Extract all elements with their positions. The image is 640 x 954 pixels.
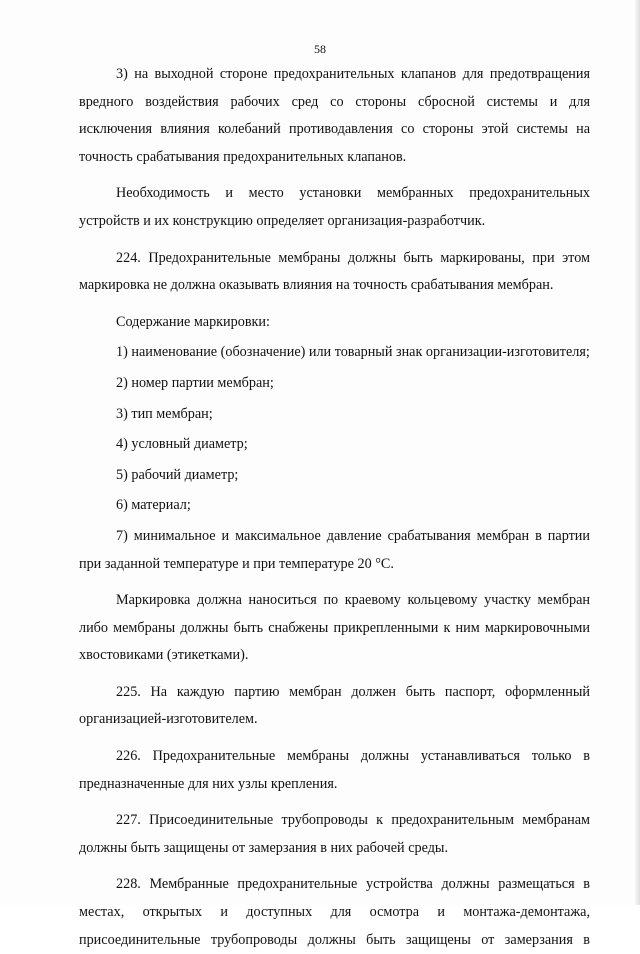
paragraph-marking-content-heading: Содержание маркировки: xyxy=(116,313,270,330)
list-item-nominal-diameter: 4) условный диаметр; xyxy=(116,436,248,453)
document-body xyxy=(79,61,590,954)
list-item-type: 3) тип мембран; xyxy=(116,405,213,422)
scan-edge-shadow xyxy=(634,0,640,905)
paragraph-226-mounting: 226. Предохранительные мембраны должны устанавливаться только в предназначенные для них узлы крепления. xyxy=(79,748,590,792)
list-item-material: 6) материал; xyxy=(116,497,191,514)
page-number: 58 xyxy=(314,42,326,56)
paragraph-225-passport: 225. На каждую партию мембран должен быть паспорт, оформленный организацией-изготовителем. xyxy=(79,683,590,728)
paragraph-224-marking: 224. Предохранительные мембраны должны быть маркированы, при этом маркировка не должна оказывать влияния на точность срабатывания мембран. xyxy=(79,249,590,294)
paragraph-227-freezing: 227. Присоединительные трубопроводы к предохранительным мембранам должны быть защищены от замерзания в них рабочей среды. xyxy=(79,812,590,856)
paragraph-membrane-outlet-side: 3) на выходной стороне предохранительных клапанов для предотвращения вредного воздействия рабочих сред со стороны сбросной системы и для исключения влияния колебаний противодавления со стороны этой системы на точность срабатывания предохранительных клапанов. xyxy=(79,66,590,165)
list-item-pressure: 7) минимальное и максимальное давление срабатывания мембран в партии при заданной температуре и при температуре 20 °С. xyxy=(79,527,590,572)
list-item-working-diameter: 5) рабочий диаметр; xyxy=(116,466,239,483)
list-item-batch-number: 2) номер партии мембран; xyxy=(116,374,274,391)
paragraph-228-placement: 228. Мембранные предохранительные устройства должны размещаться в местах, открытых и доступных для осмотра и монтажа-демонтажа, присоединительные трубопроводы должны быть защищены от замерзания в xyxy=(79,876,590,948)
paragraph-marking-placement: Маркировка должна наноситься по краевому кольцевому участку мембран либо мембраны должны быть снабжены прикрепленными к ним маркировочными хвостовиками (этикетками). xyxy=(79,592,590,664)
list-item-name: 1) наименование (обозначение) или товарный знак организации-изготовителя; xyxy=(116,344,590,361)
paragraph-installation-requirement: Необходимость и место установки мембранных предохранительных устройств и их конструкцию определяет организация-разработчик. xyxy=(79,185,590,229)
